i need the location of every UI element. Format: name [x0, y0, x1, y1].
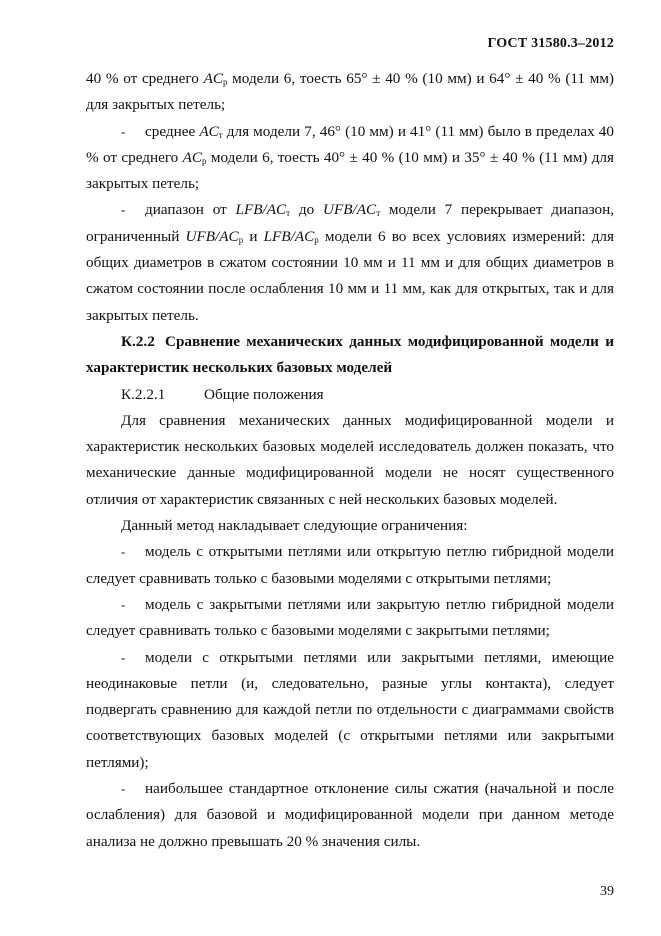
- list-dash: -: [121, 544, 126, 560]
- paragraph: Для сравнения механических данных модифицированной модели и характеристик нескольких базовых моделей исследователь должен показать, что механические данные модифицированной модели не носят существенного отличия от характеристик связанных с ней нескольких базовых моделей.: [86, 411, 614, 508]
- list-item: [86, 592, 614, 645]
- list-item-text: модели с открытыми петлями или закрытыми петлями, имеющие неодинаковые петли (и, следовательно, разные углы контакта), следует подвергать сравнению для каждой петли по отдельности с диаграммами свойств соответствующих базовых моделей (с открытыми петлями или закрытыми петлями);: [86, 648, 614, 771]
- section-number: К.2.2: [121, 332, 155, 350]
- list-item: [86, 645, 614, 776]
- paragraph: Данный метод накладывает следующие ограничения:: [121, 517, 468, 535]
- section-heading: [86, 329, 614, 382]
- page-number: 39: [600, 884, 614, 899]
- section-title: Сравнение механических данных модифицированной модели и характеристик нескольких базовых моделей: [86, 332, 614, 377]
- list-item: [86, 776, 614, 855]
- list-item-text: модель с открытыми петлями или открытую петлю гибридной модели следует сравнивать только с базовыми моделями с открытыми петлями;: [86, 543, 614, 587]
- list-dash: -: [121, 123, 126, 139]
- paragraph-continuation: 40 % от среднего $AC_р$ модели 6, тоесть 65° ± 40 % (10 мм) и 64° ± 40 % (11 мм) для закрытых петель;: [86, 70, 614, 114]
- list-item: - среднее $AC_т$ для модели 7, 46° (10 мм) и 41° (11 мм) было в пределах 40 % от среднего $AC_р$ модели 6, тоесть 40° ± 40 % (10 мм) и 35° ± 40 % (11 мм) для закрытых петель;: [86, 119, 614, 198]
- subsection-title: Общие положения: [204, 385, 324, 403]
- subsection-heading: [86, 382, 614, 408]
- subsection-number: К.2.2.1: [121, 385, 166, 403]
- list-dash: -: [121, 649, 126, 665]
- document-code-header: ГОСТ 31580.3–2012: [487, 36, 614, 51]
- document-body: [86, 66, 614, 855]
- list-item-text: модель с закрытыми петлями или закрытую петлю гибридной модели следует сравнивать только с базовыми моделями с закрытыми петлями;: [86, 595, 614, 640]
- list-dash: -: [121, 596, 126, 612]
- list-item-text: наибольшее стандартное отклонение силы сжатия (начальной и после ослабления) для базовой и модифицированной модели при данном методе анализа не должно превышать 20 % значения силы.: [86, 780, 614, 850]
- list-dash: -: [121, 781, 126, 797]
- list-item: [86, 539, 614, 592]
- list-item: - диапазон от LFB/$AC_т$ до UFB/$AC_т$ модели 7 перекрывает диапазон, ограниченный UFB/$AC_р$ и LFB/$AC_р$ модели 6 во всех условиях измерений: для общих диаметров в сжатом состоянии 10 мм и 11 мм и для общих диаметров в сжатом состоянии после ослабления 10 мм и 11 мм, как для открытых, так и для закрытых петель.: [86, 197, 614, 328]
- list-dash: -: [121, 202, 126, 218]
